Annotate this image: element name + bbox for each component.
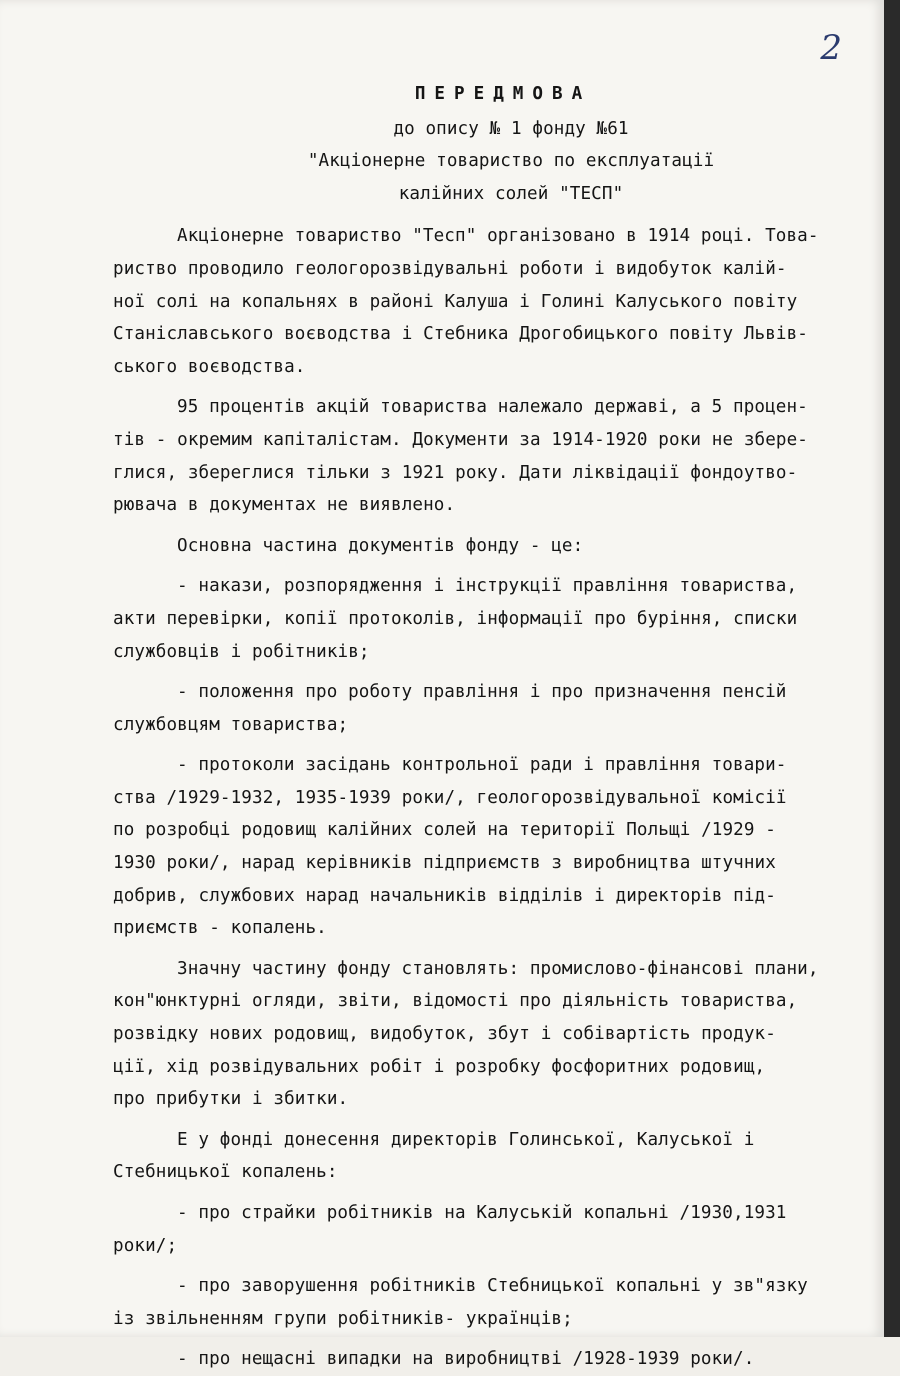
text-line: - протоколи засідань контрольної ради і правління товари- <box>177 755 787 776</box>
document-body <box>113 78 873 1376</box>
text-line: Стебницької копалень: <box>113 1162 338 1183</box>
paragraph <box>113 1197 873 1262</box>
paragraph <box>113 530 873 563</box>
paragraph <box>113 749 873 945</box>
text-line: про прибутки і збитки. <box>113 1089 349 1110</box>
text-line: службовців і робітників; <box>113 641 370 662</box>
text-line: - про нещасні випадки на виробництві /1928-1939 роки/. <box>177 1349 755 1370</box>
text-line: риство проводило геологорозвідувальні роботи і видобуток калій- <box>113 258 787 279</box>
text-line: акти перевірки, копії протоколів, інформації про буріння, списки <box>113 608 798 629</box>
text-line: Акціонерне товариство "Тесп" організовано в 1914 році. Това- <box>177 226 819 247</box>
subtitle-line: до опису № 1 фонду №61 <box>393 118 629 139</box>
text-line: Значну частину фонду становлять: промислово-фінансові плани, <box>177 958 819 979</box>
text-line: ції, хід розвідувальних робіт і розробку фосфоритних родовищ, <box>113 1056 766 1077</box>
text-line: ної солі на копальнях в районі Калуша і Голині Калуського повіту <box>113 291 798 312</box>
text-line: приємств - копалень. <box>113 918 327 939</box>
text-line: добрив, службових нарад начальників відділів і директорів під- <box>113 885 776 906</box>
paragraph <box>113 391 873 521</box>
text-line: Е у фонді донесення директорів Голинської, Калуської і <box>177 1129 755 1150</box>
text-line: Основна частина документів фонду - це: <box>177 535 584 556</box>
text-line: службовцям товариства; <box>113 714 349 735</box>
subtitle-line: "Акціонерне товариство по експлуатації <box>307 151 715 172</box>
paragraph <box>113 1124 873 1189</box>
paragraph <box>113 953 873 1116</box>
text-line: Станіславського воєводства і Стебника Дрогобицького повіту Львів- <box>113 324 809 345</box>
text-line: по розробці родовищ калійних солей на території Польщі /1929 - <box>113 820 776 841</box>
paragraph <box>113 1343 873 1376</box>
text-line: розвідку нових родовищ, видобуток, збут і собівартість продук- <box>113 1024 776 1045</box>
paragraphs <box>113 220 873 1376</box>
text-line: ського воєводства. <box>113 356 306 377</box>
document-title: ПЕРЕДМОВА <box>414 84 592 104</box>
text-line: - накази, розпорядження і інструкції правління товариства, <box>177 576 798 597</box>
text-line: рювача в документах не виявлено. <box>113 495 456 516</box>
text-line: тів - окремим капіталістам. Документи за 1914-1920 роки не збере- <box>113 429 809 450</box>
text-line: глися, збереглися тільки з 1921 року. Дати ліквідації фондоутво- <box>113 462 798 483</box>
text-line: - про заворушення робітників Стебницької копальні у зв"язку <box>177 1276 808 1297</box>
text-line: ства /1929-1932, 1935-1939 роки/, геологорозвідувальної комісії <box>113 787 787 808</box>
text-line: кон"юнктурні огляди, звіти, відомості про діяльність товариства, <box>113 991 798 1012</box>
text-line: - про страйки робітників на Калуській копальні /1930,1931 <box>177 1203 787 1223</box>
text-line: 95 процентів акцій товариства належало державі, а 5 процен- <box>177 397 808 418</box>
subtitle-line: калійних солей "ТЕСП" <box>398 183 624 204</box>
text-line: із звільненням групи робітників- українців; <box>113 1308 573 1329</box>
paragraph <box>113 1270 873 1335</box>
paragraph <box>113 570 873 668</box>
text-line: - положення про роботу правління і про призначення пенсій <box>177 682 787 703</box>
spacer <box>113 210 873 220</box>
paragraph <box>113 676 873 741</box>
text-line: 1930 роки/, нарад керівників підприємств з виробництва штучних <box>113 853 776 874</box>
paragraph <box>113 220 873 383</box>
text-line: роки/; <box>113 1235 178 1256</box>
handwritten-page-number: 2 <box>820 28 842 68</box>
